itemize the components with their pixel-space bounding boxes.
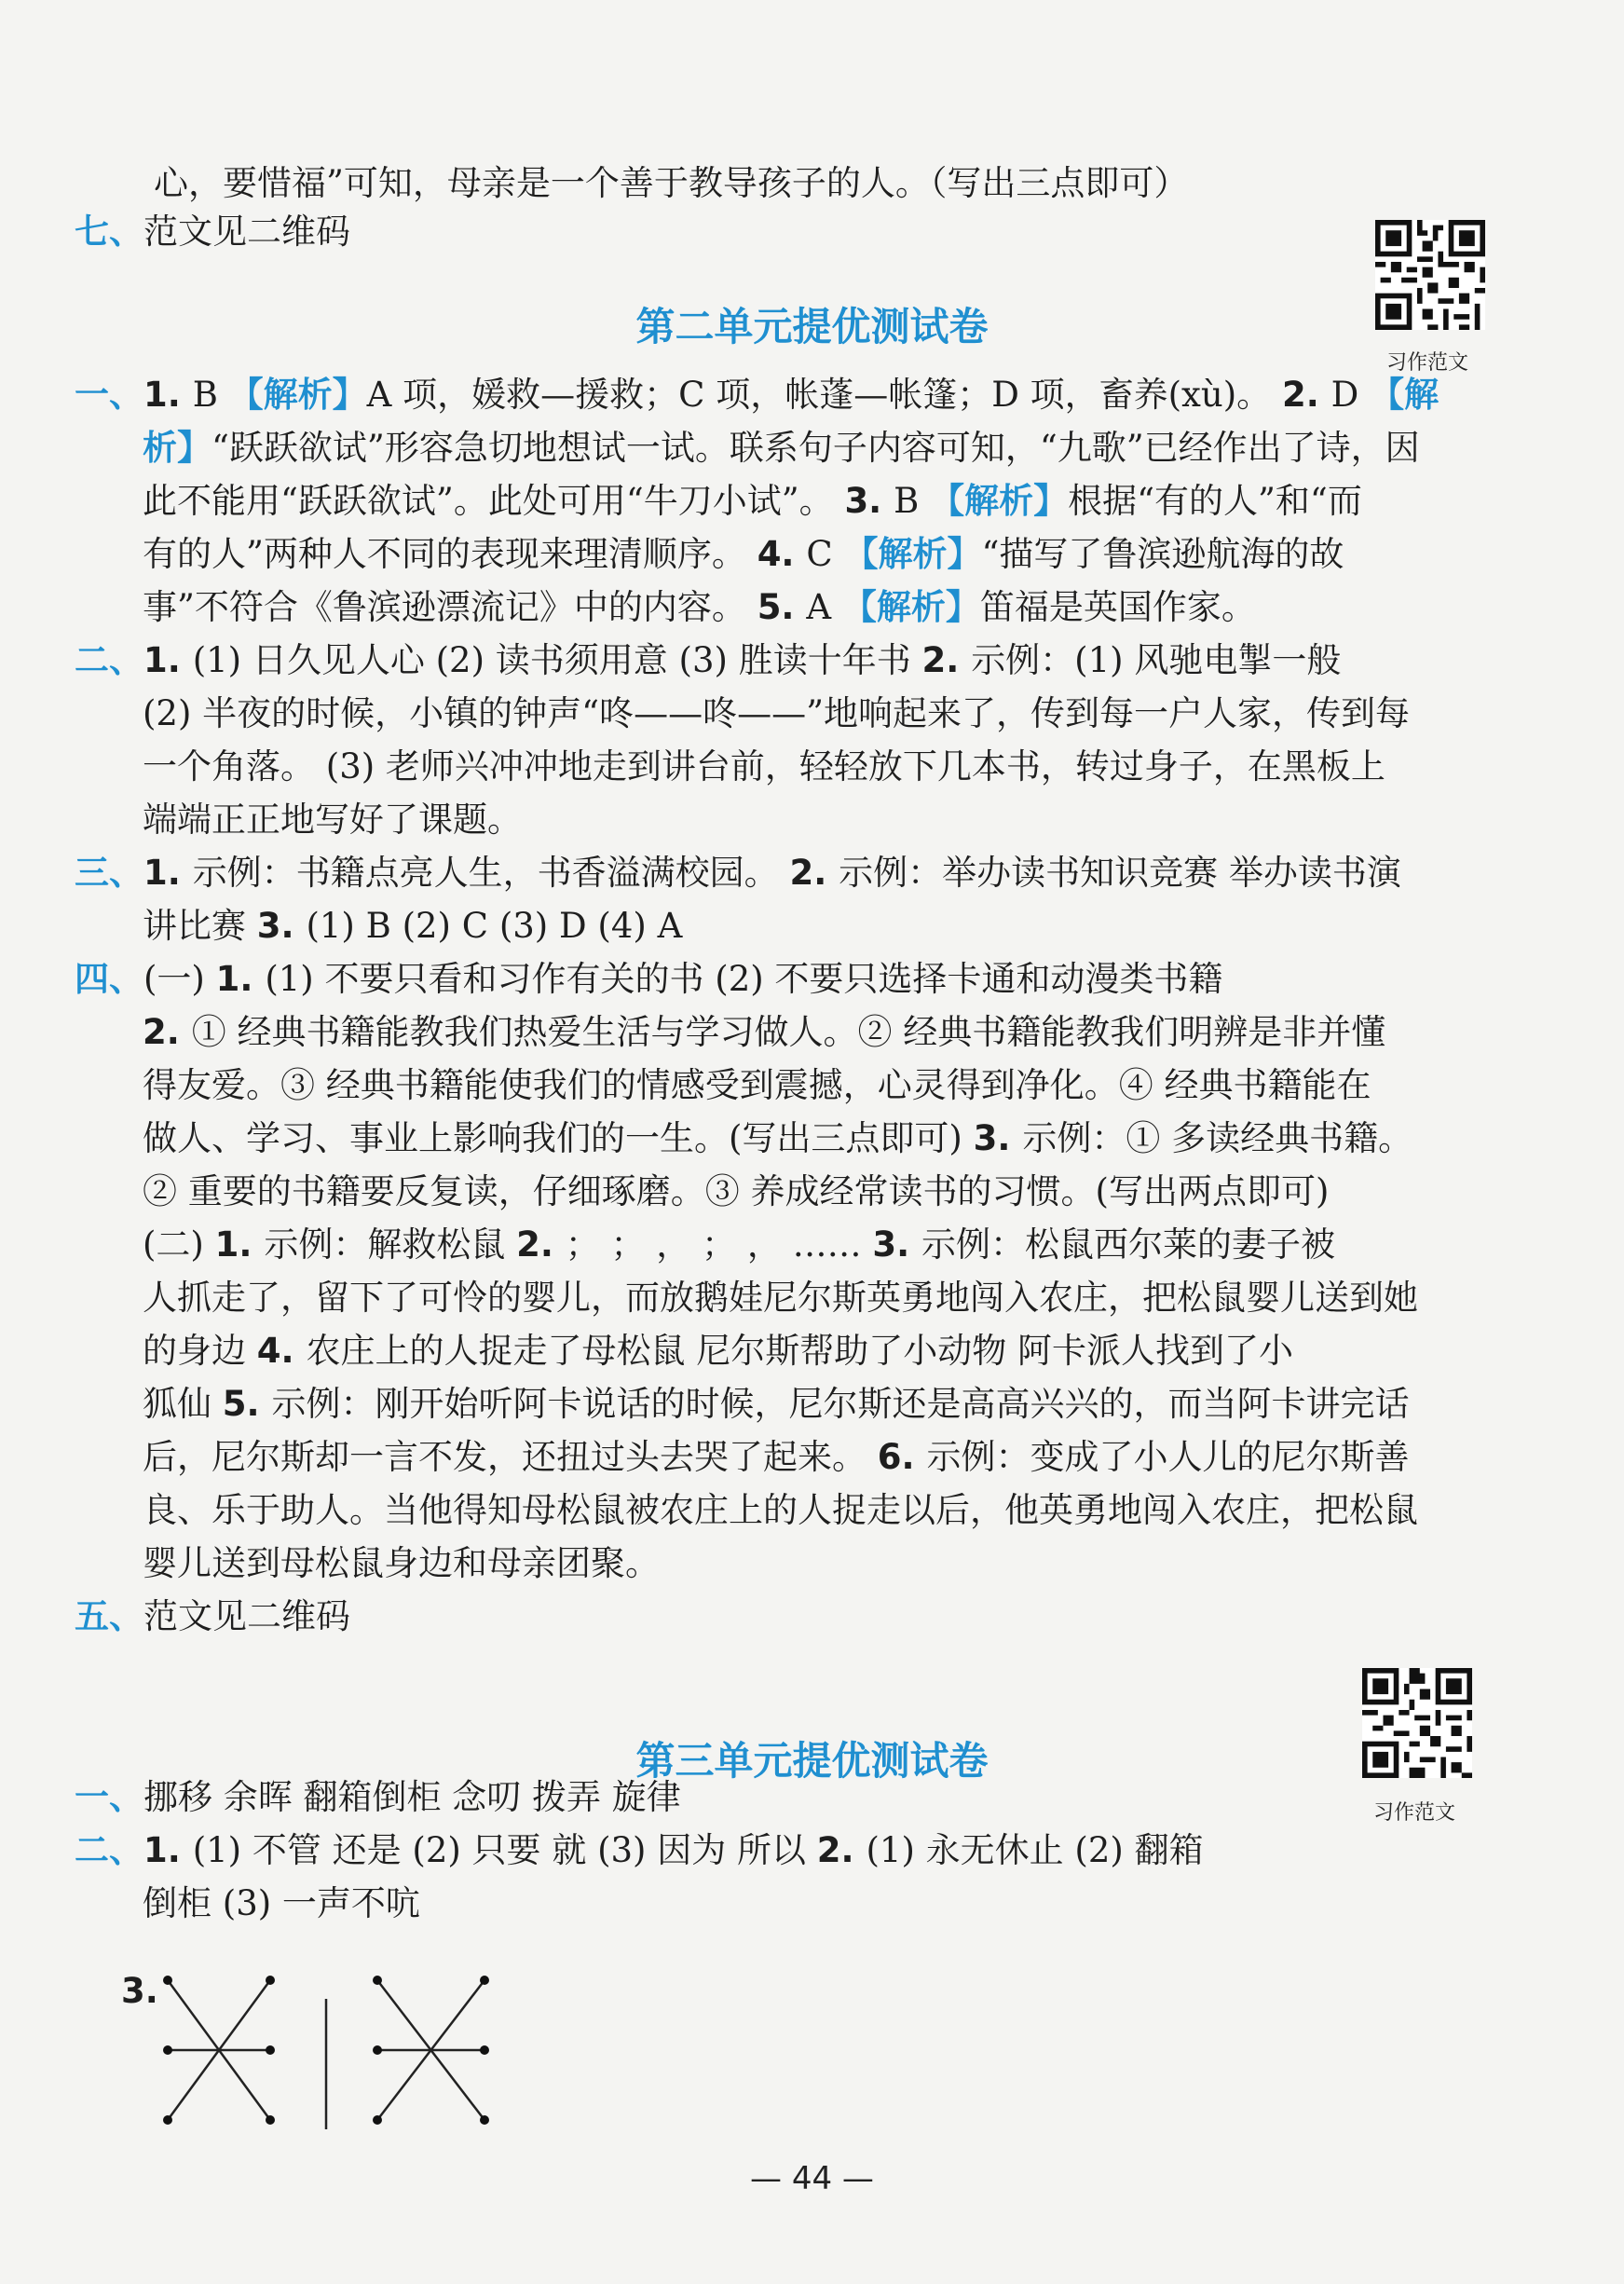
answer-line [75,1596,350,1636]
answer-line [143,1883,420,1923]
answer-text: 农庄上的人捉走了母松鼠 尼尔斯帮助了小动物 阿卡派人找到了小 [306,1331,1293,1371]
question-number: 6. [877,1437,927,1477]
answer-text: (1) 永无休止 (2) 翻箱 [866,1830,1204,1870]
answer-text: 示例：书籍点亮人生，书香溢满校园。 [192,853,790,893]
answer-line [143,1224,1336,1265]
question-number: 2. [1281,375,1331,415]
answer-text: 做人、学习、事业上影响我们的一生。(写出三点即可) [143,1118,974,1158]
answer-text: (1) 不要只看和习作有关的书 (2) 不要只选择卡通和动漫类书籍 [265,959,1223,999]
answer-text: 人抓走了，留下了可怜的婴儿，而放鹅娃尼尔斯英勇地闯入农庄，把松鼠婴儿送到她 [143,1278,1418,1318]
answer-text: 的身边 [143,1331,257,1371]
section-marker: 七、 [75,212,143,252]
answer-line [143,1490,1418,1530]
question-number: 1. [143,853,193,893]
answer-text: B [894,481,931,521]
answer-text: 挪移 余晖 翻箱倒柜 念叨 拨弄 旋律 [143,1777,681,1817]
answer-text: 事”不符合《鲁滨逊漂流记》中的内容。 [143,587,757,627]
answer-line [143,1384,1410,1424]
section-marker: 二、 [75,1830,143,1870]
answer-text: 狐仙 [143,1384,223,1424]
answer-line [143,800,522,840]
question-number: 2. [516,1224,566,1265]
answer-text: 示例：解救松鼠 [264,1224,517,1265]
analysis-tag: 【解析】 [228,375,367,415]
question-number: 2. [921,640,972,680]
answer-text: 范文见二维码 [143,212,350,252]
answer-text: (1) B (2) C (3) D (4) A [306,906,683,946]
answer-text: 示例：松鼠西尔莱的妻子被 [921,1224,1336,1265]
answer-line [143,906,683,946]
answer-text: 示例：① 多读经典书籍。 [1022,1118,1413,1158]
answer-line [143,1065,1372,1105]
answer-line [75,853,1401,893]
question-number: 3. [973,1118,1023,1158]
question-number: 2. [816,1830,867,1870]
question-number: 3. [872,1224,922,1265]
answer-text: “描写了鲁滨逊航海的故 [981,534,1344,574]
figure-label: 3. [121,1971,158,2011]
section-marker: 一、 [75,375,143,415]
answer-line [143,587,1256,627]
unit2-title: 第二单元提优测试卷 [635,304,989,349]
answer-text: “跃跃欲试”形容急切地想试一试。联系句子内容可知，“九歌”已经作出了诗，因 [212,428,1420,468]
question-number: 4. [256,1331,307,1371]
answer-text: (1) 日久见人心 (2) 读书须用意 (3) 胜读十年书 [192,640,922,680]
answer-text: 示例：(1) 风驰电掣一般 [971,640,1342,680]
answer-text: 笛福是英国作家。 [979,587,1256,627]
analysis-tag: 【解析】 [930,481,1069,521]
answer-text: 端端正正地写好了课题。 [143,800,522,840]
answer-line [143,481,1362,521]
answer-line [143,1278,1418,1318]
page-number-value: 44 [791,2160,833,2197]
answer-line [143,1171,1330,1211]
question-number: 1. [143,375,193,415]
answer-line [143,534,1344,574]
question-number: 3. [844,481,894,521]
answer-text: 倒柜 (3) 一声不吭 [143,1883,420,1923]
question-number: 5. [222,1384,272,1424]
answer-line [143,1437,1410,1477]
qr-code-1[interactable] [1375,220,1485,330]
qr-caption-2: 习作范文 [1373,1801,1456,1825]
answer-text: A [806,587,842,627]
answer-line [143,1118,1413,1158]
question-number: 1. [143,640,193,680]
answer-text: 根据“有的人”和“而 [1068,481,1362,521]
answer-line [75,1830,1204,1870]
question-number: 4. [757,534,807,574]
section-marker: 三、 [75,853,143,893]
answer-text: 示例：举办读书知识竞赛 举办读书演 [839,853,1401,893]
answer-line [75,375,1440,415]
unit3-title: 第三单元提优测试卷 [635,1738,989,1784]
answer-line [143,1012,1386,1052]
answer-text: B [192,375,229,415]
answer-text: ② 重要的书籍要反复读，仔细琢磨。③ 养成经常读书的习惯。(写出两点即可) [143,1171,1330,1211]
answer-text: 此不能用“跃跃欲试”。此处可用“牛刀小试”。 [143,481,845,521]
analysis-tag: 【解析】 [841,587,980,627]
answer-text: 范文见二维码 [143,1596,350,1636]
question-number: 3. [256,906,307,946]
answer-text: A 项，媛救—援救；C 项，帐蓬—帐篷；D 项，畜养(xù)。 [366,375,1282,415]
page-number: — 44 — [750,2160,874,2197]
answer-line [143,1331,1293,1371]
answer-text: 心，要惜福”可知，母亲是一个善于教导孩子的人。（写出三点即可） [154,163,1189,203]
section-marker: 四、 [75,959,143,999]
analysis-tag: 【解析】 [843,534,982,574]
section-marker: 五、 [75,1596,143,1636]
question-number: 1. [215,959,266,999]
answer-text: (2) 半夜的时候，小镇的钟声“咚——咚——”地响起来了，传到每一户人家，传到每 [143,693,1411,733]
answer-line [143,746,1385,786]
answer-text: 一个角落。 (3) 老师兴冲冲地走到讲台前，轻轻放下几本书，转过身子，在黑板上 [143,746,1385,786]
answer-line [154,163,1189,203]
answer-text: 良、乐于助人。当他得知母松鼠被农庄上的人捉走以后，他英勇地闯入农庄，把松鼠 [143,1490,1418,1530]
answer-text: 后，尼尔斯却一言不发，还扭过头去哭了起来。 [143,1437,878,1477]
answer-line [75,640,1342,680]
answer-line [143,693,1411,733]
qr-caption-1: 习作范文 [1386,351,1469,375]
answer-text: (一) [143,959,216,999]
answer-text: 示例：变成了小人儿的尼尔斯善 [926,1437,1410,1477]
answer-line [75,959,1223,999]
answer-text: 有的人”两种人不同的表现来理清顺序。 [143,534,757,574]
answer-text: (二) [143,1224,215,1265]
question-number: 5. [757,587,807,627]
question-number: 1. [214,1224,265,1265]
question-number: 1. [143,1830,193,1870]
answer-text: ； ； ， ； ， …… [565,1224,873,1265]
analysis-tag: 【解 [1370,375,1440,415]
answer-line [143,1543,660,1583]
answer-line [143,428,1420,468]
matching-lines-figure [149,1966,503,2143]
answer-text: ① 经典书籍能教我们热爱生活与学习做人。② 经典书籍能教我们明辨是非并懂 [191,1012,1386,1052]
answer-text: 婴儿送到母松鼠身边和母亲团聚。 [143,1543,660,1583]
section-marker: 一、 [75,1777,143,1817]
analysis-tag: 析】 [143,428,212,468]
answer-text: 得友爱。③ 经典书籍能使我们的情感受到震撼，心灵得到净化。④ 经典书籍能在 [143,1065,1372,1105]
question-number: 2. [143,1012,192,1052]
answer-line [75,212,350,252]
answer-text: (1) 不管 还是 (2) 只要 就 (3) 因为 所以 [192,1830,817,1870]
qr-code-2[interactable] [1362,1668,1472,1778]
answer-text: D [1331,375,1371,415]
answer-text: 讲比赛 [143,906,257,946]
answer-text: 示例：刚开始听阿卡说话的时候，尼尔斯还是高高兴兴的，而当阿卡讲完话 [271,1384,1410,1424]
question-number: 2. [789,853,839,893]
answer-text: C [806,534,844,574]
section-marker: 二、 [75,640,143,680]
